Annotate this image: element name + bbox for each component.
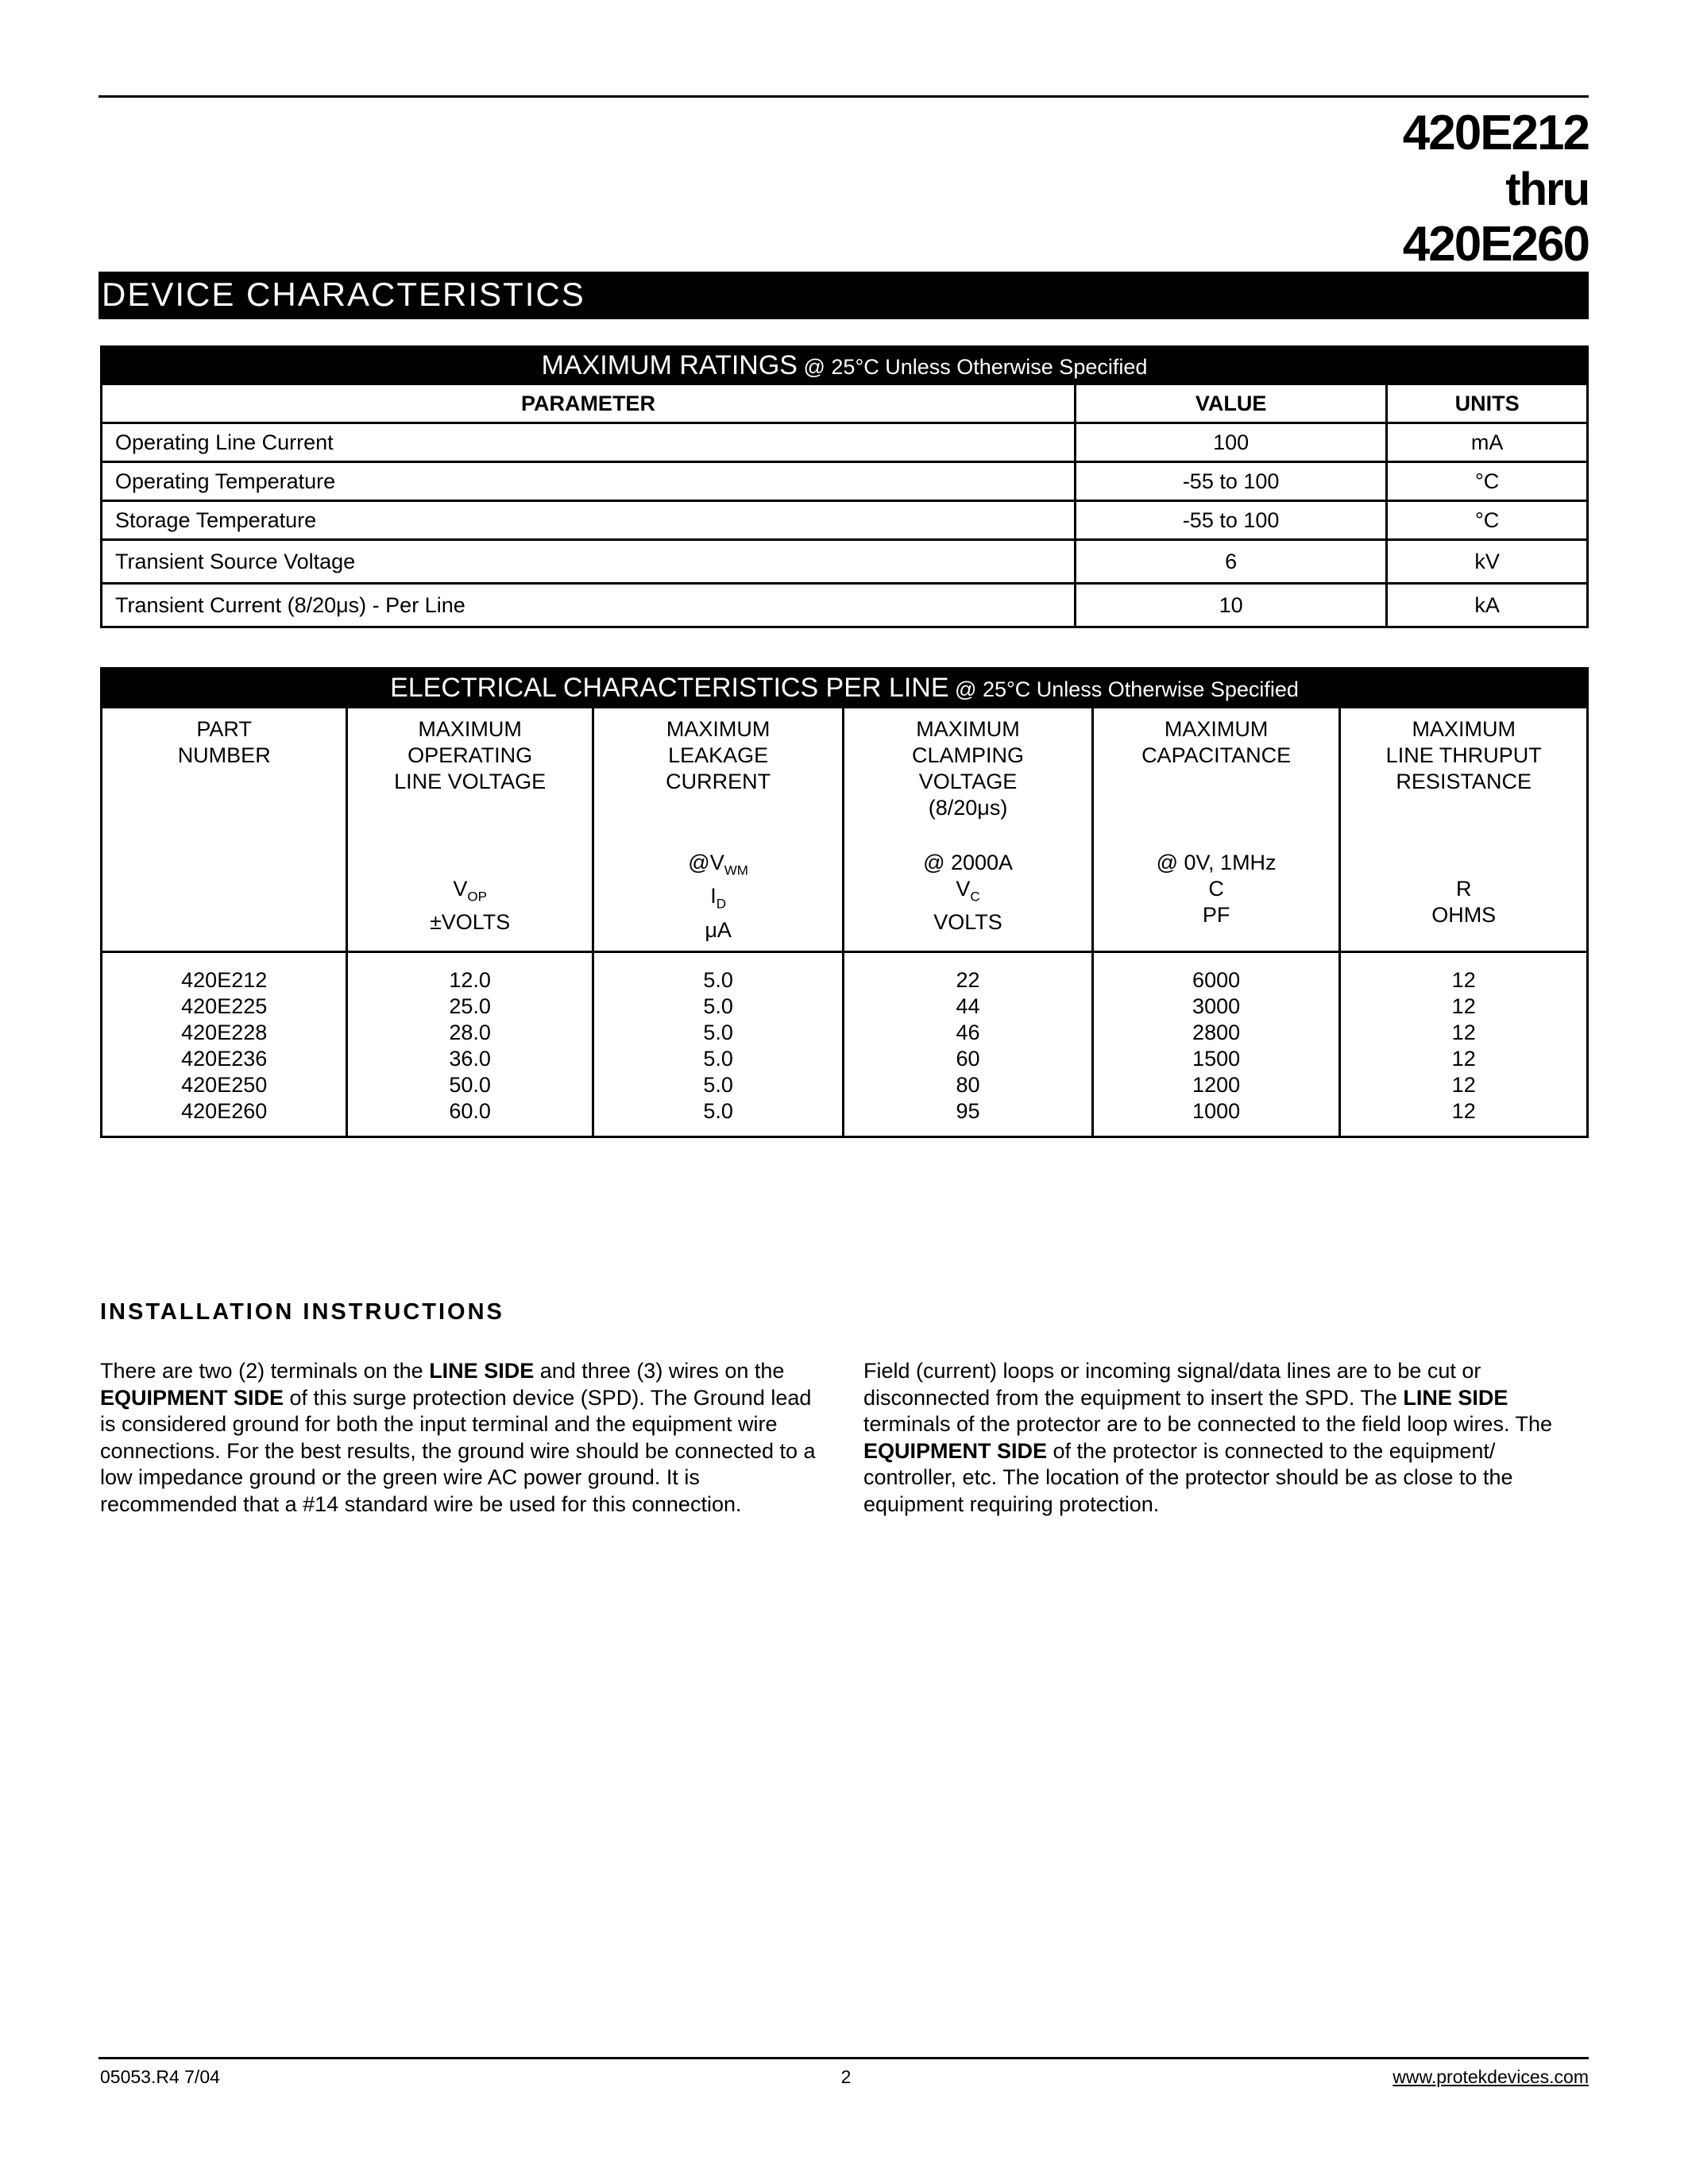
parameter-cell: Storage Temperature — [102, 501, 1076, 540]
parameter-cell: Operating Line Current — [102, 423, 1076, 462]
part-number-column: 420E212 420E225 420E228 420E236 420E250 420E260 — [102, 952, 347, 1137]
electrical-condition: @ 25°C Unless Otherwise Specified — [955, 677, 1299, 701]
value-cell: 6 — [1075, 540, 1386, 584]
table-row — [102, 462, 1588, 501]
leakage-current-column: 5.0 5.0 5.0 5.0 5.0 5.0 — [593, 952, 843, 1137]
col-header-part-number: PART NUMBER — [102, 708, 347, 952]
parameter-cell: Transient Source Voltage — [102, 540, 1076, 584]
units-cell: °C — [1387, 501, 1588, 540]
col-header-clamping-voltage: MAXIMUM CLAMPING VOLTAGE (8/20μs) @ 2000A $V_C$ VOLTS — [844, 708, 1092, 952]
col-header-thruput-resistance: MAXIMUM LINE THRUPUT RESISTANCE R OHMS — [1340, 708, 1588, 952]
bottom-rule — [98, 2057, 1589, 2059]
ratings-title: MAXIMUM RATINGS — [541, 349, 798, 380]
capacitance-column: 6000 3000 2800 1500 1200 1000 — [1092, 952, 1340, 1137]
electrical-characteristics-table — [100, 667, 1589, 1138]
units-cell: mA — [1387, 423, 1588, 462]
col-header-value: VALUE — [1075, 384, 1386, 423]
table-row — [102, 584, 1588, 627]
units-cell: kV — [1387, 540, 1588, 584]
maximum-ratings-table — [100, 345, 1589, 628]
table-row — [102, 423, 1588, 462]
units-cell: °C — [1387, 462, 1588, 501]
col-header-leakage-current: MAXIMUM LEAKAGE CURRENT $@V_{WM}$ $I_D$ μA — [593, 708, 843, 952]
part-number-from: 420E212 — [1402, 106, 1589, 160]
installation-text-right: Field (current) loops or incoming signal/data lines are to be cut or disconnected from the equipment to insert the SPD. The LINE SIDE terminals of the protector are to be connected to the field loop wires. The EQUIPMENT SIDE of the protector is connected to the equipment/ controller, etc. The location of the protector should be as close to the equipment requiring protection. — [863, 1359, 1552, 1516]
ratings-condition: @ 25°C Unless Otherwise Specified — [803, 354, 1148, 379]
electrical-caption — [102, 669, 1588, 708]
parameter-cell: Transient Current (8/20μs) - Per Line — [102, 584, 1076, 627]
document-id: 05053.R4 7/04 — [100, 2066, 220, 2087]
parameter-cell: Operating Temperature — [102, 462, 1076, 501]
ratings-caption — [102, 347, 1588, 384]
top-rule — [98, 95, 1589, 98]
installation-heading: INSTALLATION INSTRUCTIONS — [100, 1299, 504, 1325]
col-header-units: UNITS — [1387, 384, 1588, 423]
value-cell: 10 — [1075, 584, 1386, 627]
operating-voltage-column: 12.0 25.0 28.0 36.0 50.0 60.0 — [347, 952, 593, 1137]
section-title: DEVICE CHARACTERISTICS — [98, 272, 1589, 319]
col-header-capacitance: MAXIMUM CAPACITANCE @ 0V, 1MHz C PF — [1092, 708, 1340, 952]
thruput-resistance-column: 12 12 12 12 12 12 — [1340, 952, 1588, 1137]
units-cell: kA — [1387, 584, 1588, 627]
part-number-to: 420E260 — [1402, 217, 1589, 272]
table-row — [102, 540, 1588, 584]
electrical-title: ELECTRICAL CHARACTERISTICS PER LINE — [390, 672, 949, 703]
installation-text-left: There are two (2) terminals on the LINE SIDE and three (3) wires on the EQUIPMENT SIDE of this surge protection device (SPD). The Ground lead is considered ground for both the input terminal and the equipment wire connections. For the best results, the ground wire should be connected to a low impedance ground or the green wire AC power ground. It is recommended that a #14 standard wire be used for this connection. — [100, 1359, 816, 1516]
table-row — [102, 501, 1588, 540]
col-header-parameter: PARAMETER — [102, 384, 1076, 423]
thru-label: thru — [1505, 164, 1589, 215]
website-link[interactable]: www.protekdevices.com — [1393, 2066, 1589, 2087]
col-header-operating-voltage: MAXIMUM OPERATING LINE VOLTAGE $V_{OP}$ ±VOLTS — [347, 708, 593, 952]
value-cell: -55 to 100 — [1075, 501, 1386, 540]
value-cell: -55 to 100 — [1075, 462, 1386, 501]
value-cell: 100 — [1075, 423, 1386, 462]
clamping-voltage-column: 22 44 46 60 80 95 — [844, 952, 1092, 1137]
page-number: 2 — [840, 2066, 852, 2087]
